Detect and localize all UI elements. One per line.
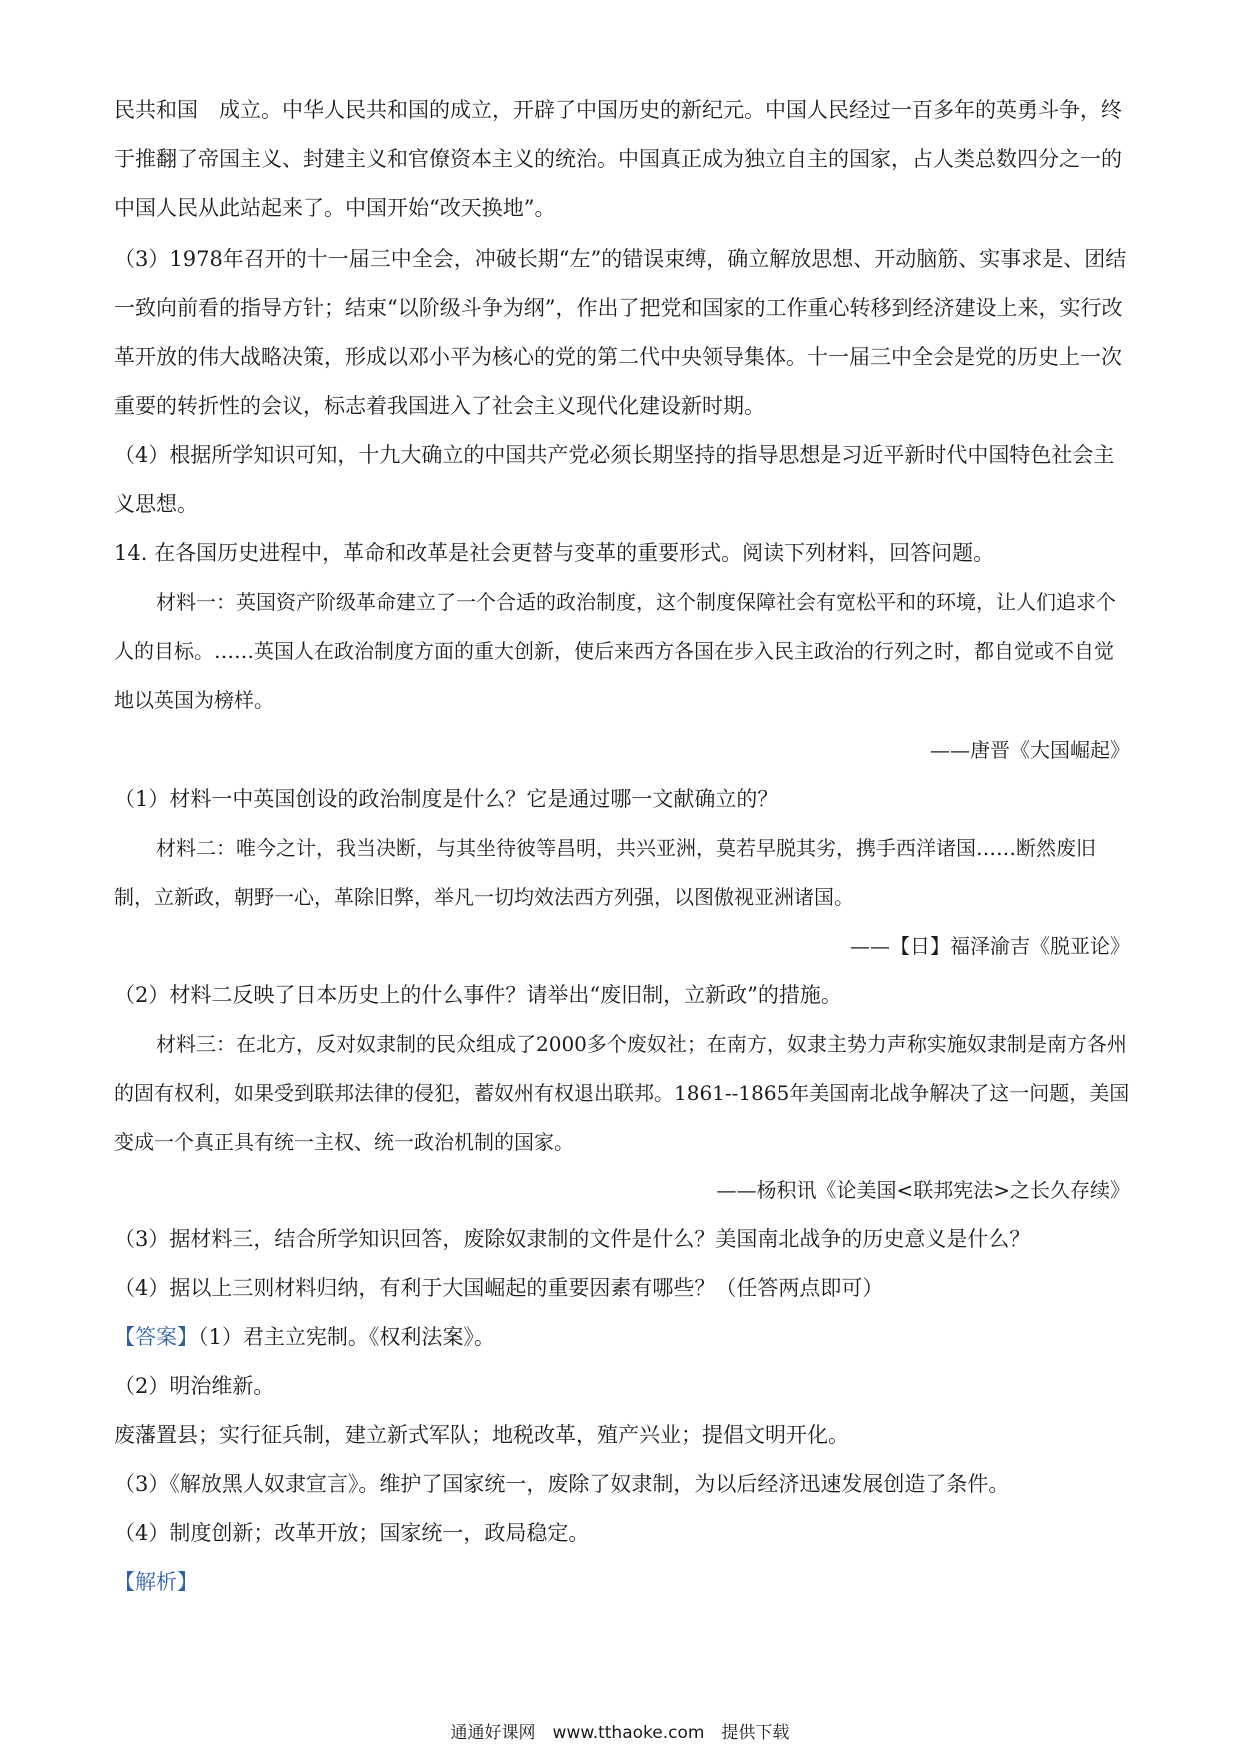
material-one: 材料一：英国资产阶级革命建立了一个合适的政治制度，这个制度保障社会有宽松平和的环境，让人们追求个人的目标。……英国人在政治制度方面的重大创新，使后来西方各国在步入民主政治的行列之时，都自觉或不自觉地以英国为榜样。 xyxy=(114,590,1116,712)
analysis-tag: 【解析】 xyxy=(114,1570,198,1594)
answer-2-measures: 废藩置县；实行征兵制，建立新式军队；地税改革，殖产兴业；提倡文明开化。 xyxy=(114,1423,849,1447)
answer-tag: 【答案】 xyxy=(114,1325,198,1349)
material-three-source: ——杨积讯《论美国<联邦宪法>之长久存续》 xyxy=(716,1178,1130,1202)
material-one-source: ——唐晋《大国崛起》 xyxy=(930,738,1130,762)
answer-2: （2）明治维新。 xyxy=(114,1374,275,1398)
paragraph-prc-founding: 民共和国 成立。中华人民共和国的成立，开辟了中国历史的新纪元。中国人民经过一百多年的英勇斗争，终于推翻了帝国主义、封建主义和官僚资本主义的统治。中国真正成为独立自主的国家，占人类总数四分之一的中国人民从此站起来了。中国开始“改天换地”。 xyxy=(114,98,1122,220)
question-14-stem: 14. 在各国历史进程中，革命和改革是社会更替与变革的重要形式。阅读下列材料，回答问题。 xyxy=(114,541,995,565)
paragraph-19th-congress: （4）根据所学知识可知，十九大确立的中国共产党必须长期坚持的指导思想是习近平新时代中国特色社会主义思想。 xyxy=(114,443,1115,516)
paragraph-third-plenum: （3）1978年召开的十一届三中全会，冲破长期“左”的错误束缚，确立解放思想、开动脑筋、实事求是、团结一致向前看的指导方针；结束“以阶级斗争为纲”，作出了把党和国家的工作重心转移到经济建设上来，实行改革开放的伟大战略决策，形成以邓小平为核心的党的第二代中央领导集体。十一届三中全会是党的历史上一次重要的转折性的会议，标志着我国进入了社会主义现代化建设新时期。 xyxy=(114,247,1127,418)
answer-1: （1）君主立宪制。《权利法案》。 xyxy=(198,1325,495,1349)
page-footer: 通通好课网 www.tthaoke.com 提供下载 xyxy=(450,1723,790,1743)
material-two-source: ——【日】福泽渝吉《脱亚论》 xyxy=(850,934,1130,958)
material-three: 材料三：在北方，反对奴隶制的民众组成了2000多个废奴社；在南方，奴隶主势力声称实施奴隶制是南方各州的固有权利，如果受到联邦法律的侵犯，蓄奴州有权退出联邦。1861--1865年美国南北战争解决了这一问题，美国变成一个真正具有统一主权、统一政治机制的国家。 xyxy=(114,1032,1130,1154)
question-14-3: （3）据材料三，结合所学知识回答，废除奴隶制的文件是什么？美国南北战争的历史意义是什么？ xyxy=(114,1227,1031,1251)
answer-4: （4）制度创新；改革开放；国家统一，政局稳定。 xyxy=(114,1521,590,1545)
material-two: 材料二：唯今之计，我当决断，与其坐待彼等昌明，共兴亚洲，莫若早脱其劣，携手西洋诸国……断然废旧制，立新政，朝野一心，革除旧弊，举凡一切均效法西方列强，以图傲视亚洲诸国。 xyxy=(114,836,1096,909)
question-14-4: （4）据以上三则材料归纳，有利于大国崛起的重要因素有哪些？（任答两点即可） xyxy=(114,1276,884,1300)
question-14-1: （1）材料一中英国创设的政治制度是什么？它是通过哪一文献确立的？ xyxy=(114,787,779,811)
answer-3: （3）《解放黑人奴隶宣言》。维护了国家统一，废除了奴隶制，为以后经济迅速发展创造了条件。 xyxy=(114,1472,1010,1496)
answer-line-1 xyxy=(114,1313,1130,1362)
question-14-2: （2）材料二反映了日本历史上的什么事件？请举出“废旧制，立新政”的措施。 xyxy=(114,983,842,1007)
